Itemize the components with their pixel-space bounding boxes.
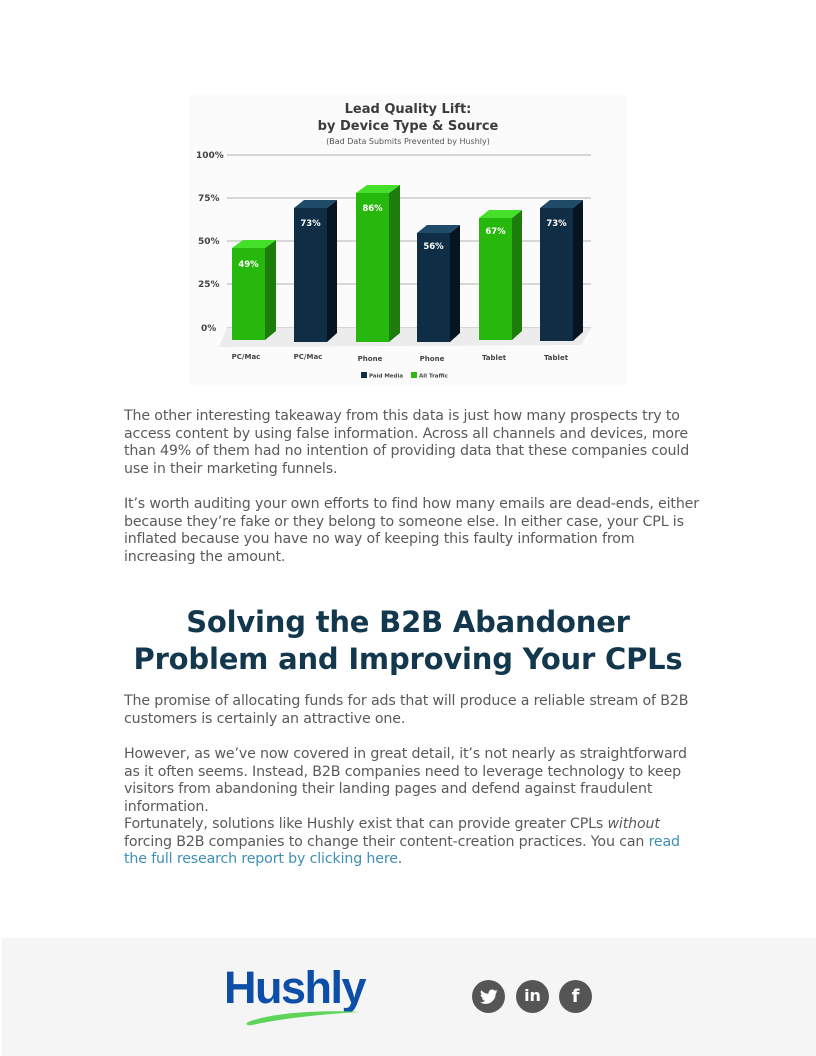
- bar-pcmac-paid-media: [294, 200, 337, 342]
- y-axis: [196, 151, 224, 334]
- emphasis-text: without: [607, 816, 660, 832]
- heading-line1: Solving the B2B Abandoner: [186, 605, 630, 639]
- bar-value-label: 56%: [423, 242, 444, 252]
- x-tick: Tablet: [481, 354, 507, 362]
- footer: [2, 938, 816, 1056]
- paragraph-text: forcing B2B companies to change their content-creation practices. You can: [124, 833, 649, 850]
- chart-subtitle: (Bad Data Submits Prevented by Hushly): [326, 137, 490, 146]
- logo-wordmark: Hushly: [224, 962, 366, 1013]
- paragraph-data-takeaway: The other interesting takeaway from this data is just how many prospects try to access content by using false information. Across all channels and devices, more than 49% of them had no intention of providing data that these companies could use in their marketing funnels.: [124, 408, 690, 477]
- x-tick: PC/Mac: [293, 353, 323, 361]
- research-report-link[interactable]: read the full research report by clicking here: [124, 833, 680, 868]
- y-tick: 50%: [198, 237, 220, 247]
- heading-line2: Problem and Improving Your CPLs: [133, 642, 683, 676]
- legend-label: Paid Media: [369, 373, 404, 380]
- chart-gridlines: [227, 155, 591, 328]
- bar-tablet-all-traffic: [479, 210, 522, 340]
- hushly-logo[interactable]: [224, 962, 384, 1028]
- chart-title-line1: Lead Quality Lift:: [344, 102, 472, 117]
- bar-tablet-paid-media: [540, 200, 583, 341]
- logo-swoosh-icon: [244, 1006, 364, 1026]
- x-axis: [232, 353, 569, 363]
- chart-title-line2: by Device Type & Source: [317, 119, 499, 134]
- paragraph-auditing: It’s worth auditing your own efforts to find how many emails are dead-ends, either because they’re fake or they belong to someone else. In either case, your CPL is inflated because you have no way of keeping this faulty information from increasing the amount.: [124, 496, 699, 565]
- section-heading: [100, 604, 716, 678]
- bar-value-label: 49%: [238, 260, 259, 270]
- twitter-button[interactable]: [472, 980, 505, 1013]
- bar-value-label: 86%: [362, 204, 383, 214]
- linkedin-icon: in: [524, 986, 541, 1005]
- paragraph-fortunately: [124, 816, 699, 869]
- paragraph-text: .: [397, 851, 403, 868]
- x-tick: Phone: [419, 355, 445, 363]
- chart-legend: [361, 372, 448, 380]
- x-tick: PC/Mac: [231, 353, 261, 361]
- paragraph-however: However, as we’ve now covered in great detail, it’s not nearly as straightforward as it often seems. Instead, B2B companies need to leverage technology to keep visitors from abandoning their landing pages and defend against fraudulent information.: [124, 746, 687, 815]
- legend-swatch-paid-media: [361, 372, 367, 378]
- bar-phone-paid-media: [417, 225, 460, 342]
- bar-chart: [189, 95, 627, 385]
- bar-pcmac-all-traffic: [232, 240, 276, 340]
- x-tick: Phone: [357, 355, 383, 363]
- y-tick: 75%: [198, 194, 220, 204]
- legend-label: All Traffic: [419, 373, 448, 380]
- y-tick: 0%: [201, 324, 217, 334]
- facebook-button[interactable]: [559, 980, 592, 1013]
- bar-value-label: 73%: [546, 219, 567, 229]
- facebook-icon: f: [571, 985, 580, 1007]
- bar-value-label: 73%: [300, 219, 321, 229]
- bar-value-label: 67%: [485, 227, 506, 237]
- y-tick: 100%: [196, 151, 224, 161]
- y-tick: 25%: [198, 280, 220, 290]
- bar-phone-all-traffic: [356, 185, 400, 342]
- twitter-icon: [480, 989, 498, 1005]
- legend-swatch-all-traffic: [411, 372, 417, 378]
- paragraph-promise: The promise of allocating funds for ads that will produce a reliable stream of B2B customers is certainly an attractive one.: [124, 693, 689, 727]
- linkedin-button[interactable]: [516, 980, 549, 1013]
- chart-canvas: [189, 95, 627, 385]
- x-tick: Tablet: [543, 354, 569, 362]
- paragraph-text: Fortunately, solutions like Hushly exist that can provide greater CPLs: [124, 816, 608, 832]
